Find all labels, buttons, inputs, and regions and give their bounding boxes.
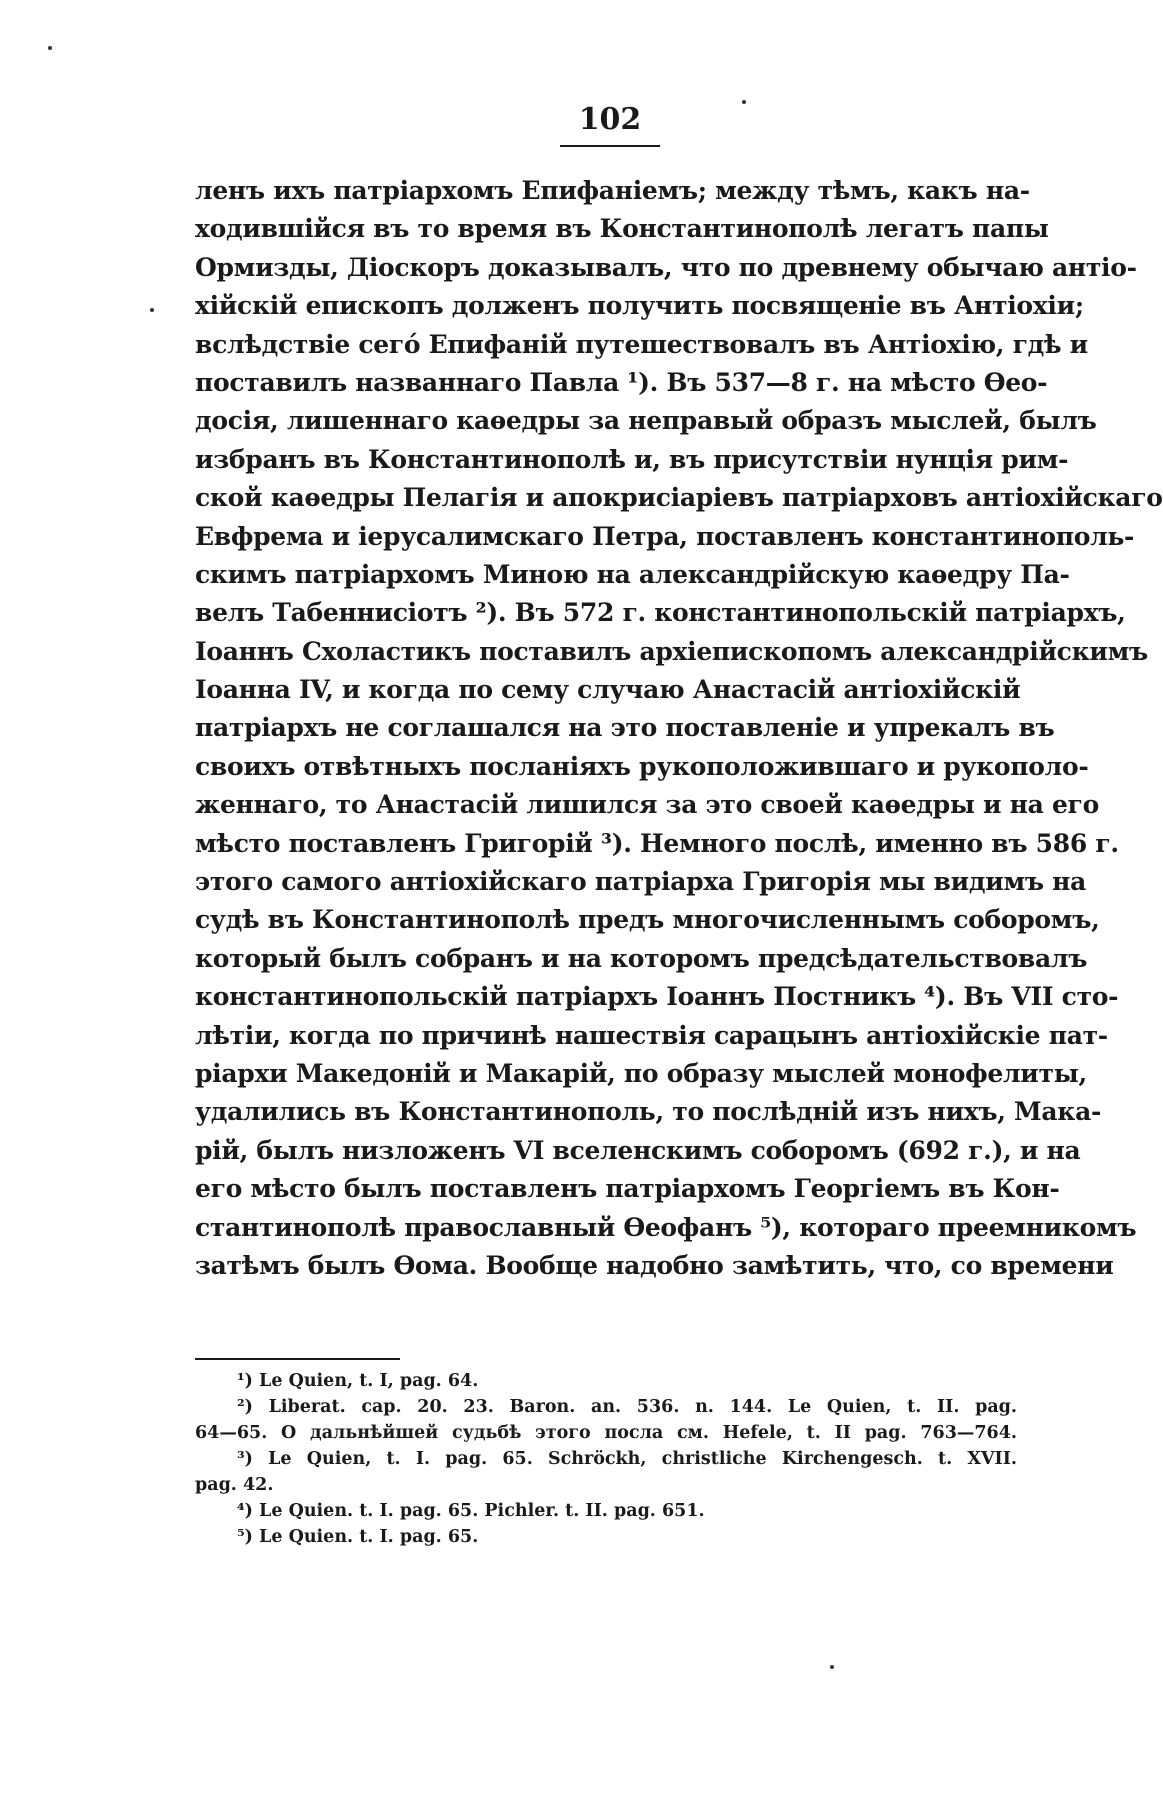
footnote-line: ³) Le Quien, t. I. pag. 65. Schröckh, christliche Kirchengesch. t. XVII. bbox=[237, 1449, 1017, 1469]
page-number-rule bbox=[560, 145, 660, 147]
text-line: избранъ въ Константинополѣ и, въ присутствіи нунція рим- bbox=[195, 444, 1069, 474]
scan-speck bbox=[742, 100, 746, 104]
text-line: который былъ собранъ и на которомъ предсѣдательствовалъ bbox=[195, 943, 1088, 973]
text-line: стантинополѣ православный Ѳеофанъ ⁵), котораго преемникомъ bbox=[195, 1212, 1137, 1242]
footnote-line: ²) Liberat. cap. 20. 23. Baron. an. 536. n. 144. Le Quien, t. II. pag. bbox=[237, 1397, 1017, 1417]
footnote-line: 64—65. О дальнѣйшей судьбѣ этого посла см. Hefele, t. II pag. 763—764. bbox=[195, 1423, 1017, 1443]
text-line: хійскій епископъ долженъ получить посвященіе въ Антіохіи; bbox=[195, 291, 1084, 321]
text-line: лѣтіи, когда по причинѣ нашествія сарацынъ антіохійскіе пат- bbox=[195, 1020, 1108, 1050]
footnote-separator bbox=[195, 1358, 400, 1360]
text-line: этого самого антіохійскаго патріарха Григорія мы видимъ на bbox=[195, 867, 1087, 897]
footnote-line: pag. 42. bbox=[195, 1475, 274, 1495]
page-number: 102 bbox=[578, 102, 642, 137]
footnote-line: ¹) Le Quien, t. I, pag. 64. bbox=[237, 1371, 479, 1391]
footnote-line: ⁴) Le Quien. t. I. pag. 65. Pichler. t. II. pag. 651. bbox=[237, 1501, 705, 1521]
body-text bbox=[195, 172, 1163, 1285]
text-line: мѣсто поставленъ Григорій ³). Немного послѣ, именно въ 586 г. bbox=[195, 828, 1119, 858]
text-line: скимъ патріархомъ Миною на александрійскую каѳедру Па- bbox=[195, 559, 1070, 589]
text-line: удалились въ Константинополь, то послѣдній изъ нихъ, Мака- bbox=[195, 1097, 1102, 1127]
text-line: досія, лишеннаго каѳедры за неправый образъ мыслей, былъ bbox=[195, 406, 1097, 436]
text-line: рій, былъ низложенъ VI вселенскимъ соборомъ (692 г.), и на bbox=[195, 1135, 1081, 1165]
scan-speck bbox=[48, 46, 52, 50]
text-line: ской каѳедры Пелагія и апокрисіаріевъ патріарховъ антіохійскаго bbox=[195, 483, 1163, 513]
text-line: ріархи Македоній и Макарій, по образу мыслей монофелиты, bbox=[195, 1058, 1087, 1088]
text-line: поставилъ названнаго Павла ¹). Въ 537—8 г. на мѣсто Ѳео- bbox=[195, 367, 1048, 397]
text-line: своихъ отвѣтныхъ посланіяхъ рукоположившаго и рукополо- bbox=[195, 751, 1089, 781]
text-line: ходившійся въ то время въ Константинополѣ легатъ папы bbox=[195, 214, 1049, 244]
scan-speck bbox=[830, 1665, 834, 1669]
text-line: Іоаннъ Схоластикъ поставилъ архіепископомъ александрійскимъ bbox=[195, 636, 1148, 666]
footnote-line: ⁵) Le Quien. t. I. pag. 65. bbox=[237, 1527, 479, 1547]
text-line: женнаго, то Анастасій лишился за это своей каѳедры и на его bbox=[195, 790, 1099, 820]
text-line: вслѣдствіе сегó Епифаній путешествовалъ въ Антіохію, гдѣ и bbox=[195, 329, 1088, 359]
text-line: затѣмъ былъ Ѳома. Вообще надобно замѣтить, что, со времени bbox=[195, 1250, 1114, 1280]
footnotes bbox=[195, 1368, 1017, 1550]
text-line: велъ Табеннисіотъ ²). Въ 572 г. константинопольскій патріархъ, bbox=[195, 598, 1126, 628]
text-line: его мѣсто былъ поставленъ патріархомъ Георгіемъ въ Кон- bbox=[195, 1174, 1060, 1204]
scan-speck bbox=[150, 308, 154, 312]
text-line: Іоанна IV, и когда по сему случаю Анастасій антіохійскій bbox=[195, 675, 1021, 705]
text-line: ленъ ихъ патріархомъ Епифаніемъ; между тѣмъ, какъ на- bbox=[195, 176, 1030, 205]
text-line: судѣ въ Константинополѣ предъ многочисленнымъ соборомъ, bbox=[195, 905, 1100, 935]
text-line: Евфрема и іерусалимскаго Петра, поставленъ константинополь- bbox=[195, 521, 1135, 551]
text-line: константинопольскій патріархъ Іоаннъ Постникъ ⁴). Въ VII сто- bbox=[195, 982, 1119, 1012]
text-line: патріархъ не соглашался на это поставленіе и упрекалъ въ bbox=[195, 713, 1055, 743]
text-line: Ормизды, Діоскоръ доказывалъ, что по древнему обычаю антіо- bbox=[195, 252, 1137, 282]
